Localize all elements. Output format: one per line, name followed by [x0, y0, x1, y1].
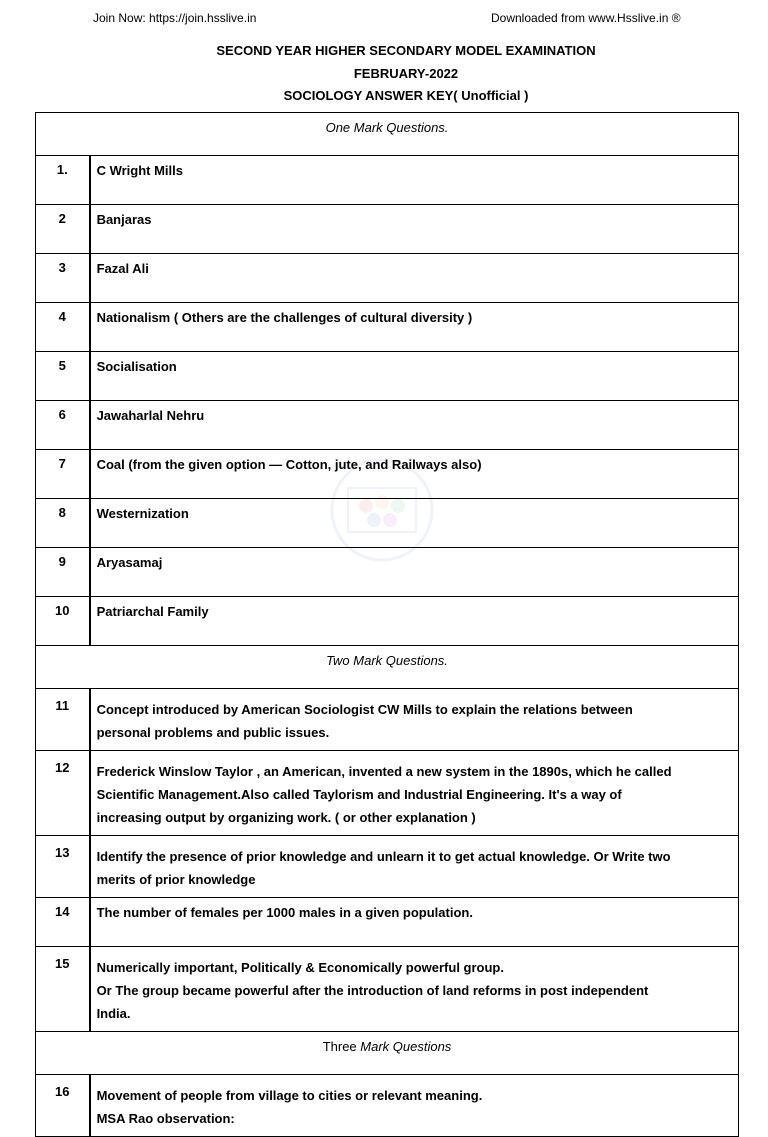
question-number: 9 [36, 548, 90, 597]
answer-text [90, 450, 739, 499]
answer-line: India. [96, 1006, 131, 1021]
table-row [36, 205, 739, 254]
answer-text [90, 205, 739, 254]
question-number: 10 [36, 597, 90, 646]
table-row [36, 352, 739, 401]
question-number: 13 [36, 836, 90, 898]
question-number: 7 [36, 450, 90, 499]
answer-line: Movement of people from village to cities or relevant meaning. [96, 1088, 483, 1103]
question-number: 6 [36, 401, 90, 450]
table-row [36, 898, 739, 947]
answer-text [90, 836, 739, 898]
table-row [36, 1075, 739, 1137]
table-row [36, 947, 739, 1032]
question-number: 16 [36, 1075, 90, 1137]
answer-text [90, 352, 739, 401]
answer-text [90, 401, 739, 450]
table-row [36, 689, 739, 751]
answer-key-title: SOCIOLOGY ANSWER KEY( Unofficial ) [283, 88, 529, 103]
answer-text [90, 548, 739, 597]
question-number: 15 [36, 947, 90, 1032]
table-row [36, 751, 739, 836]
answer-line: Scientific Management.Also called Taylorism and Industrial Engineering. It's a way of [96, 787, 622, 802]
answer-text [90, 1075, 739, 1137]
section-one-mark-label: One Mark Questions. [325, 120, 449, 135]
answer-line: Nationalism ( Others are the challenges of cultural diversity ) [96, 310, 473, 325]
answer-text [90, 303, 739, 352]
join-link[interactable]: Join Now: https://join.hsslive.in [93, 11, 257, 25]
table-row [36, 303, 739, 352]
table-row [36, 597, 739, 646]
answer-line: Concept introduced by American Sociologist CW Mills to explain the relations between [96, 702, 633, 717]
answer-line: Jawaharlal Nehru [96, 408, 205, 423]
page-header [0, 11, 768, 29]
exam-title-block [0, 42, 768, 110]
question-number: 11 [36, 689, 90, 751]
answer-text [90, 947, 739, 1032]
section-two-mark-label: Two Mark Questions. [326, 653, 448, 668]
section-one-mark [36, 113, 739, 156]
question-number: 1. [36, 156, 90, 205]
question-number: 3 [36, 254, 90, 303]
section-two-mark [36, 646, 739, 689]
answer-line: personal problems and public issues. [96, 725, 330, 740]
exam-title: SECOND YEAR HIGHER SECONDARY MODEL EXAMINATION [216, 43, 596, 58]
answer-line: Westernization [96, 506, 189, 521]
answer-line: Patriarchal Family [96, 604, 209, 619]
answer-line: Aryasamaj [96, 555, 163, 570]
answer-line: increasing output by organizing work. ( or other explanation ) [96, 810, 476, 825]
answer-line: C Wright Mills [96, 163, 183, 178]
answer-line: The number of females per 1000 males in a given population. [96, 905, 473, 920]
answer-line: Fazal Ali [96, 261, 149, 276]
question-number: 14 [36, 898, 90, 947]
section-header-row [36, 113, 739, 156]
answer-text [90, 751, 739, 836]
answer-line: MSA Rao observation: [96, 1111, 235, 1126]
answer-text [90, 597, 739, 646]
answer-line: Banjaras [96, 212, 152, 227]
answer-line: Coal (from the given option — Cotton, jute, and Railways also) [96, 457, 482, 472]
question-number: 12 [36, 751, 90, 836]
table-row [36, 548, 739, 597]
section-three-mark-label-plain: Three [322, 1039, 361, 1054]
question-number: 8 [36, 499, 90, 548]
question-number: 5 [36, 352, 90, 401]
answer-table [35, 112, 739, 1137]
question-number: 4 [36, 303, 90, 352]
answer-line: Frederick Winslow Taylor , an American, invented a new system in the 1890s, which he called [96, 764, 672, 779]
answer-text [90, 898, 739, 947]
table-row [36, 499, 739, 548]
section-three-mark [36, 1032, 739, 1075]
answer-text [90, 156, 739, 205]
answer-text [90, 689, 739, 751]
table-row [36, 254, 739, 303]
section-three-mark-label-italic: Mark Questions [360, 1039, 452, 1054]
section-header-row [36, 646, 739, 689]
table-row [36, 450, 739, 499]
download-source-text: Downloaded from www.Hsslive.in ® [491, 11, 681, 25]
table-row [36, 401, 739, 450]
answer-line: Numerically important, Politically & Economically powerful group. [96, 960, 504, 975]
answer-line: merits of prior knowledge [96, 872, 256, 887]
section-header-row [36, 1032, 739, 1075]
table-row [36, 156, 739, 205]
answer-line: Socialisation [96, 359, 177, 374]
question-number: 2 [36, 205, 90, 254]
answer-text [90, 254, 739, 303]
answer-line: Identify the presence of prior knowledge and unlearn it to get actual knowledge. Or Write two [96, 849, 671, 864]
answer-text [90, 499, 739, 548]
table-row [36, 836, 739, 898]
exam-date: FEBRUARY-2022 [353, 65, 459, 81]
answer-line: Or The group became powerful after the introduction of land reforms in post independent [96, 983, 649, 998]
